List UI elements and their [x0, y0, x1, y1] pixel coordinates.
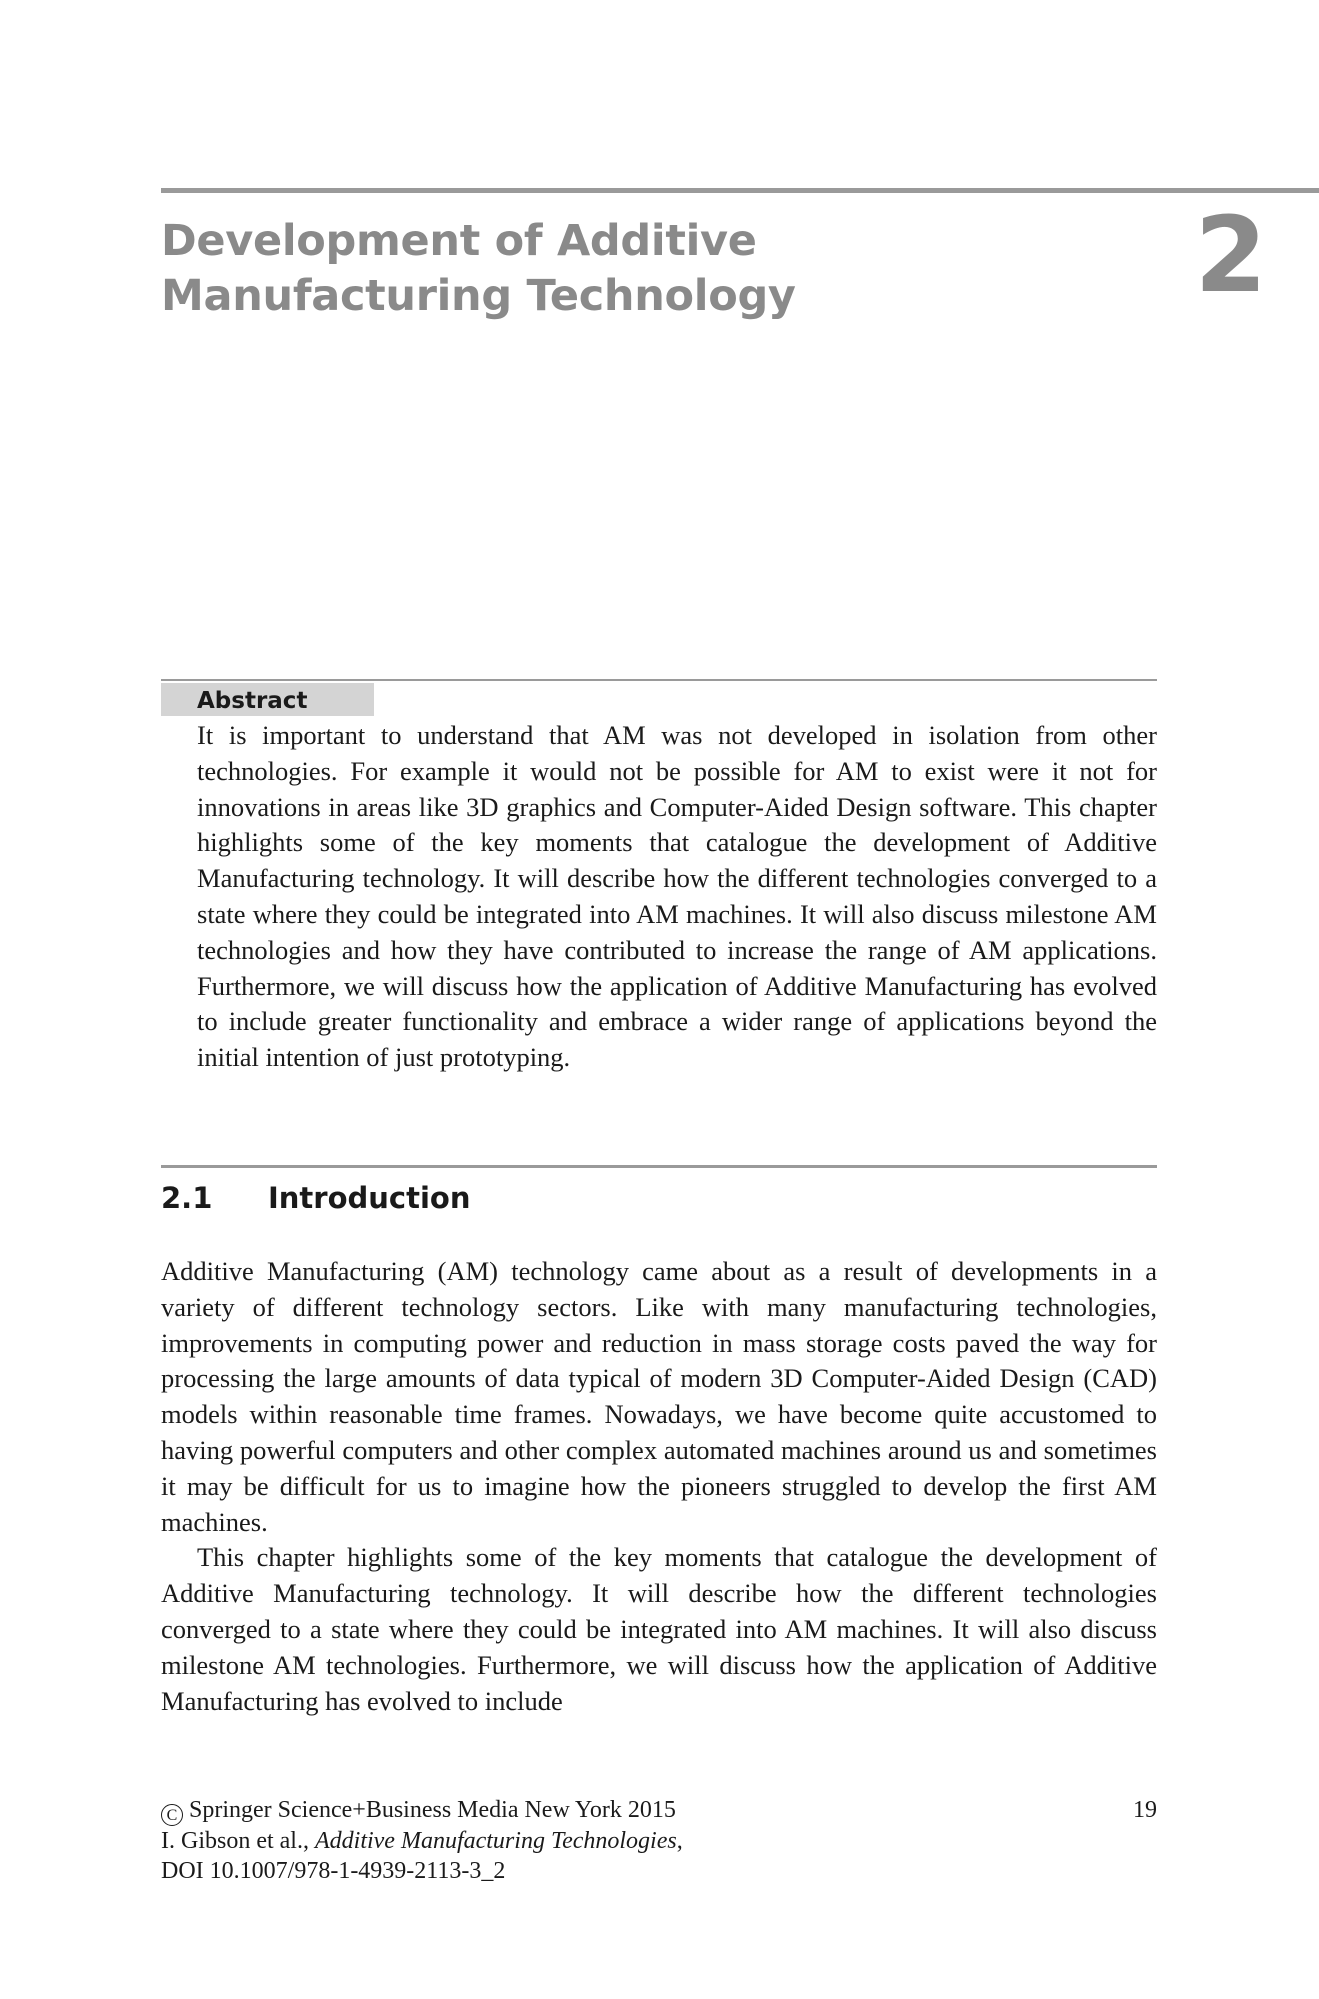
body-paragraph-1: Additive Manufacturing (AM) technology came about as a result of developments in a variety of different technology sectors. Like with many manufacturing technologies, improvements in computing power and reduction in mass storage costs paved the way for processing the large amounts of data typical of modern 3D Computer-Aided Design (CAD) models within reasonable time frames. Nowadays, we have become quite accustomed to having powerful computers and other complex automated machines around us and sometimes it may be difficult for us to imagine how the pioneers struggled to develop the first AM machines.	[161, 1256, 1157, 1537]
body-paragraph-2: This chapter highlights some of the key moments that catalogue the development of Additive Manufacturing technology. It will describe how the different technologies converged to a state where they could be integrated into AM machines. It will also discuss milestone AM technologies. Furthermore, we will discuss how the application of Additive Manufacturing has evolved to include	[161, 1542, 1157, 1716]
footer-book-line	[161, 1826, 683, 1856]
footer-publisher-line	[161, 1795, 683, 1826]
footer-citation	[161, 1795, 683, 1886]
section-rule	[161, 1165, 1157, 1168]
section-body	[161, 1254, 1157, 1719]
page-number: 19	[1133, 1797, 1157, 1823]
footer-publisher: Springer Science+Business Media New York 2015	[189, 1797, 676, 1823]
footer-book-title: Additive Manufacturing Technologies	[314, 1828, 677, 1854]
chapter-title: Development of Additive Manufacturing Technology	[161, 216, 796, 321]
abstract-text: It is important to understand that AM was not developed in isolation from other technologies. For example it would not be possible for AM to exist were it not for innovations in areas like 3D graphics and Computer-Aided Design software. This chapter highlights some of the key moments that catalogue the development of Additive Manufacturing technology. It will describe how the different technologies converged to a state where they could be integrated into AM machines. It will also discuss milestone AM technologies and how they have contributed to increase the range of AM applications. Furthermore, we will discuss how the application of Additive Manufacturing has evolved to include greater functionality and embrace a wider range of applications beyond the initial intention of just prototyping.	[197, 720, 1157, 1073]
chapter-top-rule	[161, 188, 1319, 193]
section-number: 2.1	[161, 1181, 213, 1215]
copyright-icon: C	[161, 1804, 183, 1826]
chapter-number: 2	[1194, 194, 1267, 316]
section-heading	[161, 1180, 471, 1216]
footer-doi: DOI 10.1007/978-1-4939-2113-3_2	[161, 1858, 506, 1884]
footer-authors: I. Gibson et al.,	[161, 1828, 309, 1854]
footer-book-title-suffix: ,	[676, 1828, 683, 1854]
abstract-rule	[161, 679, 1157, 681]
abstract-label: Abstract	[197, 688, 308, 714]
section-title: Introduction	[268, 1181, 471, 1215]
